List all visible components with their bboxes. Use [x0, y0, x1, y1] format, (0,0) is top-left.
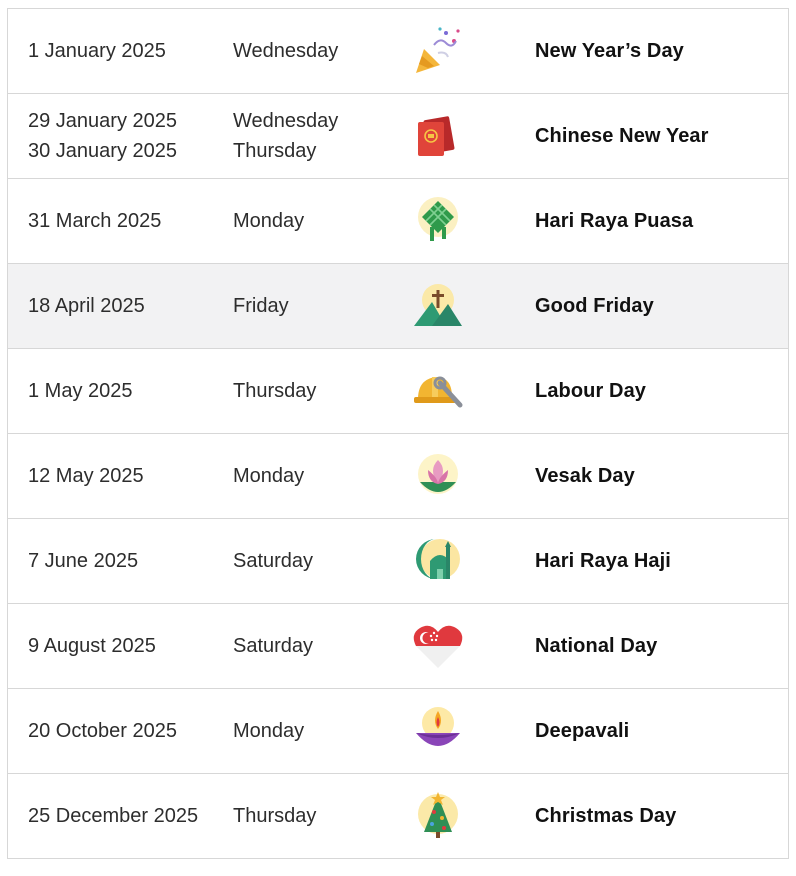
weekday-text: Saturday — [233, 550, 314, 572]
table-row — [8, 519, 788, 604]
party-popper-icon — [390, 9, 535, 94]
holiday-weekday — [233, 631, 390, 661]
weekday-text: Thursday — [233, 805, 317, 827]
holiday-weekday — [233, 801, 390, 831]
holiday-date — [8, 631, 233, 661]
weekday-text: Monday — [233, 720, 305, 742]
table-row — [8, 349, 788, 434]
table-row — [8, 264, 788, 349]
holiday-date — [8, 291, 233, 321]
date-text: 31 March 2025 — [28, 210, 162, 232]
holiday-name: Good Friday — [535, 294, 654, 317]
holiday-date — [8, 546, 233, 576]
date-text: 1 January 2025 — [28, 40, 166, 62]
holiday-date — [8, 376, 233, 406]
lotus-icon — [390, 434, 535, 519]
holiday-date — [8, 461, 233, 491]
holiday-weekday — [233, 106, 390, 166]
date-text: 1 May 2025 — [28, 380, 133, 402]
weekday-text: Wednesday — [233, 110, 339, 132]
table-row — [8, 604, 788, 689]
ketupat-icon — [390, 179, 535, 264]
date-text: 9 August 2025 — [28, 635, 156, 657]
date-text: 20 October 2025 — [28, 720, 177, 742]
table-row — [8, 179, 788, 264]
holiday-weekday — [233, 291, 390, 321]
holiday-weekday — [233, 546, 390, 576]
holiday-name: Labour Day — [535, 379, 647, 402]
singapore-flag-heart-icon — [390, 604, 535, 689]
holiday-weekday — [233, 461, 390, 491]
date-text: 12 May 2025 — [28, 465, 144, 487]
holiday-date — [8, 801, 233, 831]
holiday-name: Deepavali — [535, 719, 630, 742]
holiday-name: Vesak Day — [535, 464, 635, 487]
weekday-text: Thursday — [233, 140, 317, 162]
holiday-name: Christmas Day — [535, 804, 677, 827]
table-row — [8, 434, 788, 519]
holiday-weekday — [233, 376, 390, 406]
holiday-name: New Year’s Day — [535, 39, 684, 62]
table-row — [8, 689, 788, 774]
holiday-date — [8, 206, 233, 236]
weekday-text: Monday — [233, 465, 305, 487]
holiday-name: Chinese New Year — [535, 124, 709, 147]
date-text: 18 April 2025 — [28, 295, 145, 317]
table-row — [8, 94, 788, 179]
holiday-date — [8, 36, 233, 66]
weekday-text: Friday — [233, 295, 289, 317]
holiday-weekday — [233, 36, 390, 66]
weekday-text: Wednesday — [233, 40, 339, 62]
holiday-weekday — [233, 206, 390, 236]
table-row — [8, 9, 788, 94]
table-row — [8, 774, 788, 859]
holiday-weekday — [233, 716, 390, 746]
date-text: 7 June 2025 — [28, 550, 139, 572]
diya-lamp-icon — [390, 689, 535, 774]
weekday-text: Thursday — [233, 380, 317, 402]
holiday-date — [8, 716, 233, 746]
holiday-date — [8, 106, 233, 166]
holiday-name: Hari Raya Puasa — [535, 209, 694, 232]
holiday-table — [7, 8, 789, 859]
weekday-text: Monday — [233, 210, 305, 232]
date-text: 25 December 2025 — [28, 805, 199, 827]
crescent-mosque-icon — [390, 519, 535, 604]
weekday-text: Saturday — [233, 635, 314, 657]
holiday-name: Hari Raya Haji — [535, 549, 671, 572]
date-text: 30 January 2025 — [28, 140, 178, 162]
christmas-tree-icon — [390, 774, 535, 859]
holiday-name: National Day — [535, 634, 658, 657]
red-envelope-icon — [390, 94, 535, 179]
date-text: 29 January 2025 — [28, 110, 178, 132]
hard-hat-wrench-icon — [390, 349, 535, 434]
cross-on-hill-icon — [390, 264, 535, 349]
